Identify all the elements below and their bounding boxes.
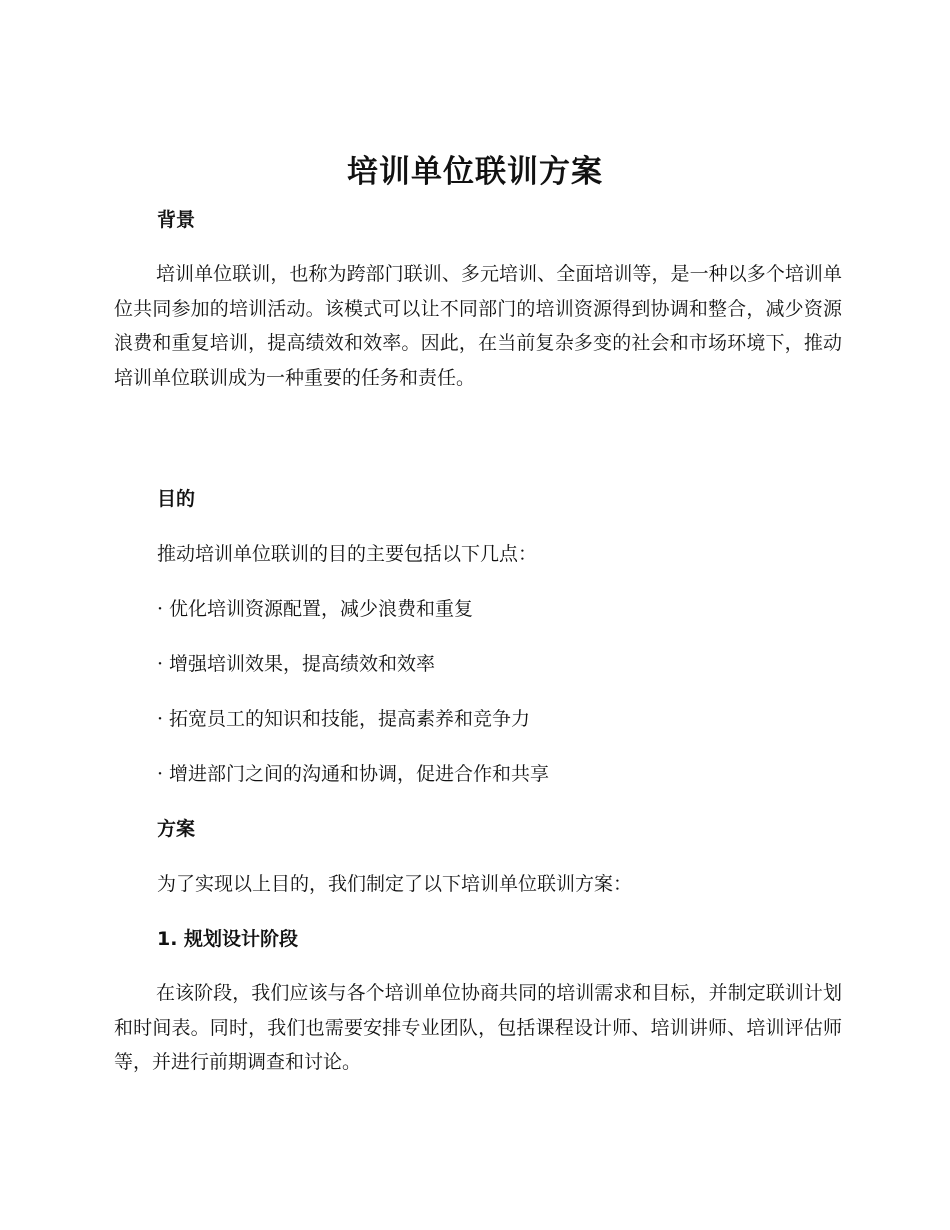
- subsection-heading-stage1: 1. 规划设计阶段: [157, 928, 299, 950]
- bullet-icon: ·: [157, 653, 164, 675]
- list-item: [157, 650, 435, 678]
- list-item-text: 拓宽员工的知识和技能，提高素养和竞争力: [169, 708, 531, 730]
- background-paragraph: 培训单位联训，也称为跨部门联训、多元培训、全面培训等，是一种以多个培训单位共同参加的培训活动。该模式可以让不同部门的培训资源得到协调和整合，减少资源浪费和重复培训，提高绩效和效率。因此，在当前复杂多变的社会和市场环境下，推动培训单位联训成为一种重要的任务和责任。: [114, 263, 842, 389]
- section-heading-plan: 方案: [157, 818, 196, 840]
- bullet-icon: ·: [157, 763, 164, 785]
- list-item: [157, 705, 530, 733]
- list-item-text: 增强培训效果，提高绩效和效率: [169, 653, 436, 675]
- bullet-icon: ·: [157, 598, 164, 620]
- list-item-text: 优化培训资源配置，减少浪费和重复: [169, 598, 474, 620]
- section-heading-background: 背景: [157, 209, 196, 231]
- bullet-icon: ·: [157, 708, 164, 730]
- section-heading-purpose: 目的: [157, 488, 196, 510]
- plan-intro: 为了实现以上目的，我们制定了以下培训单位联训方案：: [157, 873, 633, 895]
- purpose-intro: 推动培训单位联训的目的主要包括以下几点：: [157, 543, 538, 565]
- list-item: [157, 595, 473, 623]
- list-item-text: 增进部门之间的沟通和协调，促进合作和共享: [169, 763, 550, 785]
- stage1-paragraph: 在该阶段，我们应该与各个培训单位协商共同的培训需求和目标，并制定联训计划和时间表。同时，我们也需要安排专业团队，包括课程设计师、培训讲师、培训评估师等，并进行前期调查和讨论。: [114, 982, 842, 1073]
- list-item: [157, 760, 549, 788]
- page-title: 培训单位联训方案: [347, 154, 603, 190]
